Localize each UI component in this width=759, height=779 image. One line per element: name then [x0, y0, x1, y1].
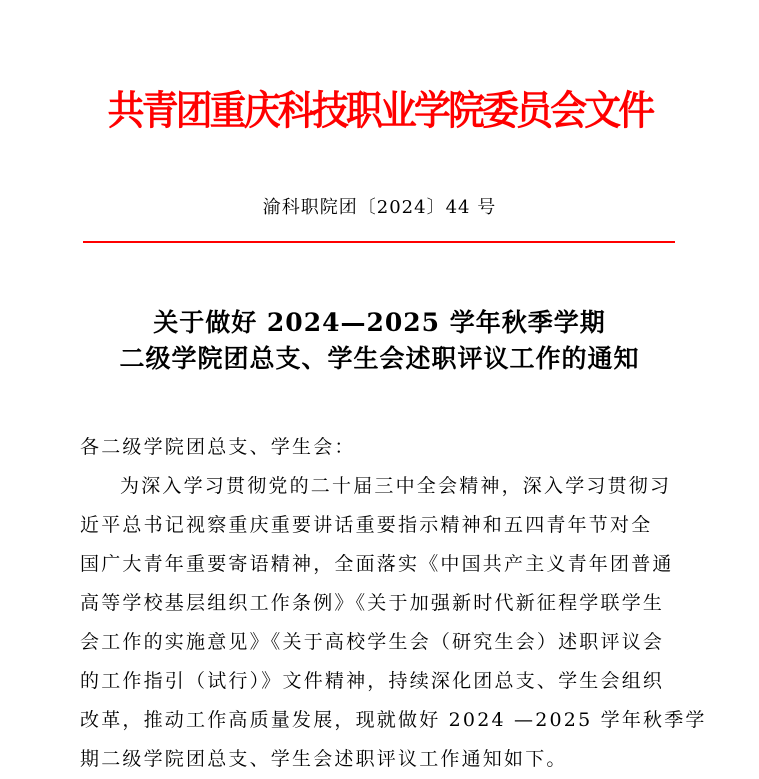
salutation: 各二级学院团总支、学生会： — [80, 436, 356, 458]
notice-body — [80, 428, 707, 779]
notice-title — [0, 305, 759, 377]
document-number: 渝科职院团〔2024〕44 号 — [262, 197, 497, 218]
body-line: 为深入学习贯彻党的二十届三中全会精神，深入学习贯彻习 — [120, 475, 672, 497]
body-line: 近平总书记视察重庆重要讲话重要指示精神和五四青年节对全 — [80, 514, 653, 536]
body-line: 的工作指引（试行）》文件精神，持续深化团总支、学生会组织 — [80, 670, 665, 692]
body-line: 国广大青年重要寄语精神，全面落实《中国共产主义青年团普通 — [80, 553, 674, 575]
notice-title-line-1: 关于做好 2024—2025 学年秋季学期 — [153, 308, 606, 337]
organization-title: 共青团重庆科技职业学院委员会文件 — [107, 87, 653, 134]
body-line: 改革，推动工作高质量发展，现就做好 2024 —2025 学年秋季学 — [80, 709, 707, 731]
body-line: 期二级学院团总支、学生会述职评议工作通知如下。 — [80, 748, 568, 770]
red-divider-line — [83, 241, 675, 243]
body-line: 会工作的实施意见》《关于高校学生会（研究生会）述职评议会 — [80, 631, 665, 653]
body-line: 高等学校基层组织工作条例》《关于加强新时代新征程学联学生 — [80, 592, 665, 614]
notice-title-line-2: 二级学院团总支、学生会述职评议工作的通知 — [119, 344, 640, 373]
